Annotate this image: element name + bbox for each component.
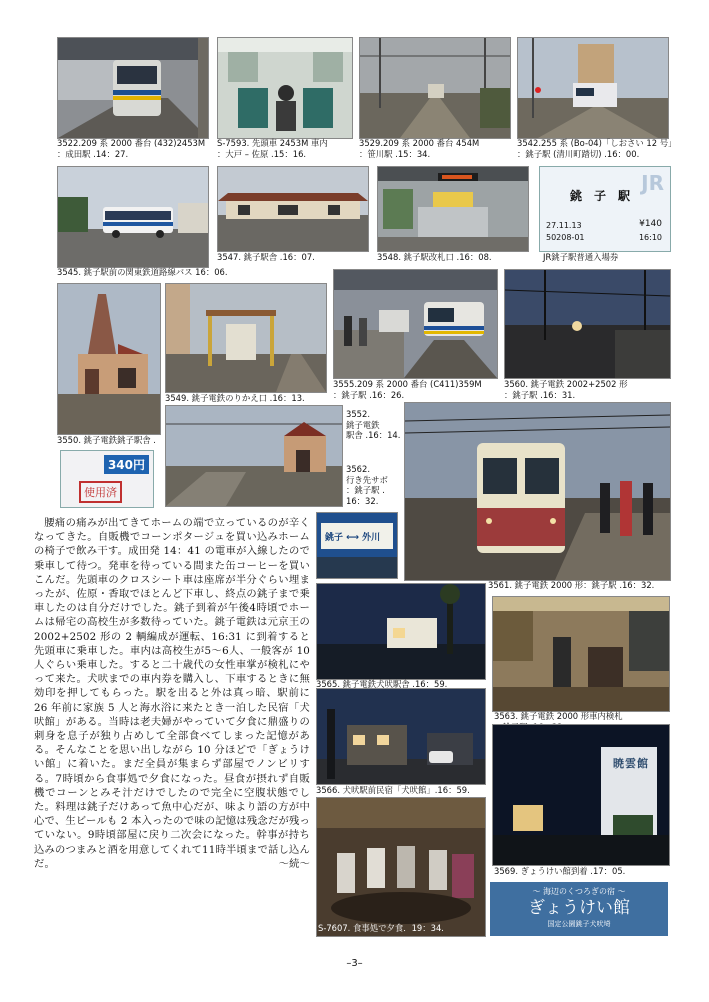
photo-3545-bus — [57, 166, 209, 268]
caption-3552: 3552. 銚子電鉄 駅舎 .16：14. — [346, 409, 401, 440]
caption-3560: 3560. 銚子電鉄 2002+2502 形 ：銚子駅 .16：31. — [504, 379, 628, 400]
photo-3549-transfer-gate — [165, 283, 327, 393]
caption-7593: S-7593. 先頭車 2453M 車内 ：大戸 – 佐原 .15：16. — [217, 138, 328, 159]
photo-3563-car-interior — [492, 596, 670, 712]
caption-3548: 3548. 銚子駅改札口 .16：08. — [377, 252, 492, 262]
banner-name: ぎょうけい館 — [528, 898, 630, 918]
caption-3550: 3550. 銚子電鉄銚子駅舎 . — [57, 435, 156, 445]
caption-3549: 3549. 銚子電鉄のりかえ口 .16：13. — [165, 393, 305, 403]
small-ticket-used-stamp: 使用済 — [79, 481, 122, 503]
photo-3561-choden-2000 — [404, 402, 671, 581]
caption-7607: S-7607. 食事処で夕食．19：34. — [318, 923, 444, 933]
caption-3545: 3545. 銚子駅前の関東鉄道路線バス 16：06. — [57, 267, 228, 277]
photo-3548-ticket-gate — [377, 166, 529, 252]
caption-3569: 3569. ぎょうけい館到着 .17：05. — [494, 866, 626, 876]
photo-7593-train-interior — [217, 37, 353, 139]
choden-used-ticket — [60, 450, 154, 508]
photo-3542-shiosai — [517, 37, 669, 139]
jr-admission-ticket — [539, 166, 671, 252]
photo-3529-sasagawa-station — [359, 37, 511, 139]
caption-3529: 3529.209 系 2000 番台 454M ：笹川駅 .15：34. — [359, 138, 480, 159]
caption-3565: 3565. 銚子電鉄犬吠駅舎 .16：59. — [316, 679, 448, 689]
banner-tagline: 〜 海辺のくつろぎの宿 〜 — [532, 887, 626, 896]
photo-3569-gyokeikan-arrival — [492, 724, 670, 866]
article-body — [34, 516, 310, 871]
photo-3522-narita-train — [57, 37, 209, 139]
ticket-price: ¥140 — [639, 219, 662, 229]
caption-3562: 3562. 行き先サボ ：銚子駅 . 16：32. — [346, 464, 388, 506]
photo-3565-inubo-station — [316, 583, 486, 680]
photo-3566-inubo-kan — [316, 688, 486, 785]
ticket-station-name: 銚 子 駅 — [570, 189, 631, 203]
ticket-jr-mark: JR — [641, 171, 664, 195]
caption-3522: 3522.209 系 2000 番台 (432)2453M ：成田駅 .14：27. — [57, 138, 206, 159]
gyokeikan-banner — [490, 882, 668, 936]
article-paragraph: 腰痛の痛みが出てきてホームの端で立っているのが辛くなってきた。自販機でコーンポタージュを買い込みホームの椅子で飲み干す。成田発 14：41 の電車が入線したので乗車して待つ。発車を待っている間また缶コーヒーを買いこんだ。先頭車のクロスシート車は座席が半分ぐらい埋まったが、佐原・香取でほとんど下車し、終点の銚子まで乗車したのは自分だけでした。銚子到着が午後4時頃でホームは帰宅の高校生が多数待っていた。銚子電鉄は元京王の 2002+2502 形の 2 輌編成が運転、16:31 に到着すると先頭車に乗車した。車内は高校生が5〜6人、一般客が 10 人ぐらい乗車した。すると二十歳代の女性車掌が検札にやって来た。犬吠までの車内券を購入し、下車するときに無効印を押してもらった。駅を出ると外は真っ暗、駅前に 26 年前に家族 5 人と海水浴に来たとき一泊した民宿「犬吠館」がある。当時は老夫婦がやっていて夕食に鼎盛りの刺身を息子が独り占めして全部食べてしまった記憶がある。そんなことを思い出しながら 10 分ほどで「ぎょうけい館」に着いた。まだ全員が集まらず部屋でノンビリする。7時頃から食事処で夕食になった。昼食が摂れず自販機でコーンとみそ汁だけでしたので完全に空腹状態でした。料理は銚子だけあって魚中心だが、味より語の方が中心で、生ビールも 2 本入ったので味の記憶は残念だが残っていない。9時頃部屋に戻り二次会になった。幹事が持ち込みのつまみと酒を用意してくれて11時半頃まで話し込んだ。 — [34, 517, 310, 870]
caption-3561: 3561. 銚子電鉄 2000 形：銚子駅 .16：32. — [488, 580, 655, 590]
caption-3566: 3566. 犬吠駅前民宿「犬吠館」.16：59. — [316, 785, 470, 795]
page-number: –3– — [346, 958, 363, 969]
caption-3547: 3547. 銚子駅舎 .16：07. — [217, 252, 315, 262]
photo-3560-choden-train-dusk — [504, 269, 671, 379]
caption-ticket: JR銚子駅普通入場券 — [543, 252, 619, 262]
banner-subtitle: 国定公園銚子犬吠埼 — [547, 920, 611, 928]
small-ticket-price: 340円 — [104, 455, 149, 474]
inn-sign-text: 暁雲館 — [613, 757, 649, 770]
caption-3542: 3542.255 系 (Bo-04)「しおさい 12 号」 ：銚子駅 (清川町踏切) .16：00. — [517, 138, 677, 159]
ticket-date: 27.11.13 — [546, 221, 582, 230]
caption-3563: 3563. 銚子電鉄 2000 形車内検札 — [494, 711, 623, 721]
photo-3555-choshi-platform — [333, 269, 498, 379]
photo-3550-choden-building — [57, 283, 161, 435]
continued-mark: 〜続〜 — [278, 858, 310, 871]
ticket-serial: 50208-01 — [546, 233, 585, 242]
sabo-text: 銚子 ⟷ 外川 — [325, 533, 381, 543]
photo-7607-dinner — [316, 797, 486, 937]
ticket-time: 16:10 — [638, 233, 662, 242]
photo-3547-choshi-station — [217, 166, 369, 252]
caption-3555: 3555.209 系 2000 番台 (C411)359M ：銚子駅 .16：26. — [333, 379, 482, 400]
photo-3562-destination-sabo — [316, 512, 398, 579]
photo-3552-choden-station — [165, 405, 343, 507]
